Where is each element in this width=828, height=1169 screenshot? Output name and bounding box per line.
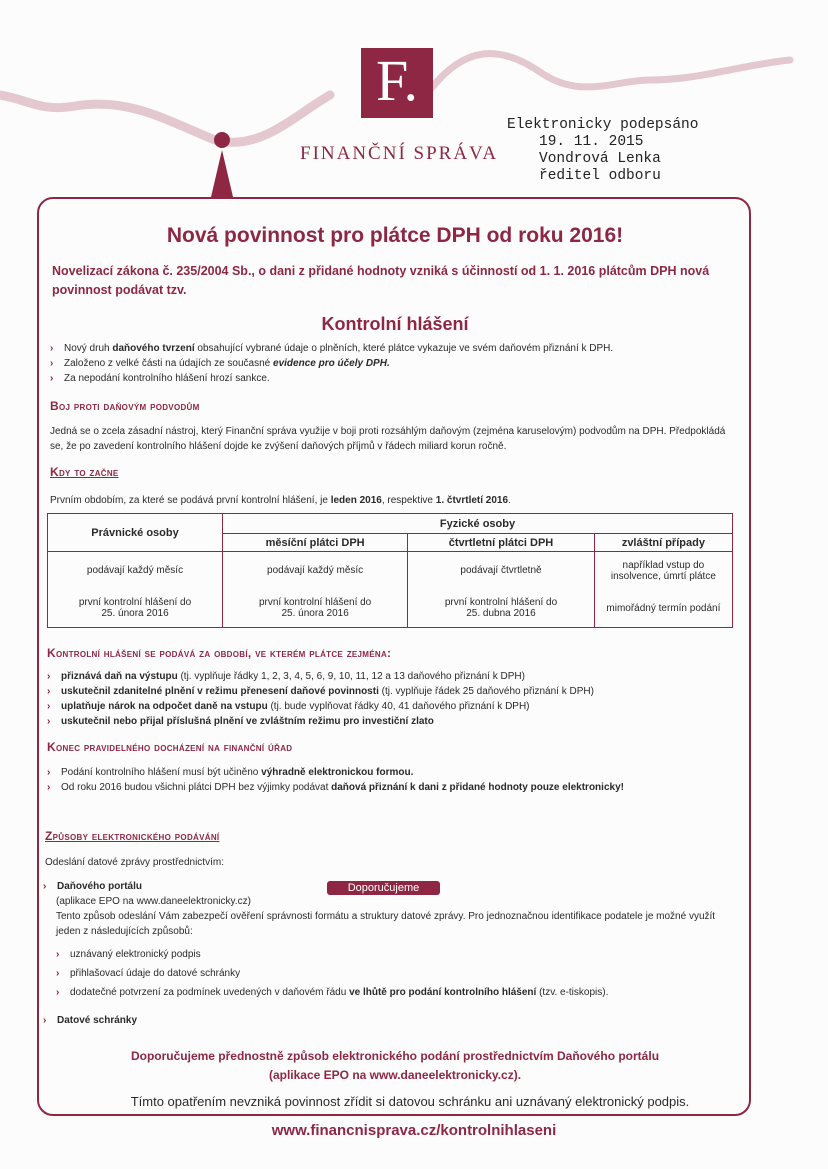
chevron-right-icon: › [47, 782, 51, 793]
sub-header: měsíční plátci DPH [223, 534, 408, 552]
list-item: › uznávaný elektronický podpis [56, 949, 201, 960]
logo-letter: F. [375, 48, 419, 113]
chevron-right-icon: › [47, 716, 51, 727]
portal-app: (aplikace EPO na www.daneelektronicky.cz) [56, 896, 251, 907]
chevron-right-icon: › [50, 373, 54, 384]
list-item: › přiznává daň na výstupu (tj. vyplňuje řádky 1, 2, 3, 4, 5, 6, 9, 10, 11, 12 a 13 daňového přiznání k DPH) [47, 671, 525, 682]
list-item: › Podání kontrolního hlášení musí být učiněno výhradně elektronickou formou. [47, 767, 414, 778]
chevron-right-icon: › [56, 949, 60, 960]
list-item: › Nový druh daňového tvrzení obsahující vybrané údaje o plněních, které plátce vykazuje ve svém daňovém přiznání k DPH. [50, 343, 614, 354]
heading-konec: Konec pravidelného docházení na finanční úřad [47, 740, 293, 754]
boj-text: Jedná se o zcela zásadní nástroj, který Finanční správa využije v boji proti rozsáhlým daňovým (zejména karuselovým) podvodům na DPH. Předpokládá se, že po zavedení kontrolního hlášení dojde ke zvýšení daňových příjmů v řádech miliard korun ročně. [50, 426, 726, 452]
table-cell: první kontrolní hlášení do 25. dubna 2016 [408, 590, 595, 628]
chevron-right-icon: › [56, 987, 60, 998]
logo-dot-marker [214, 132, 230, 148]
chevron-right-icon: › [47, 686, 51, 697]
recommended-badge: Doporučujeme [327, 881, 440, 895]
heading-zpusoby: Způsoby elektronického podávání [45, 829, 220, 843]
table-cell: například vstup do insolvence, úmrtí plátce [594, 552, 732, 590]
identification-list [56, 947, 746, 1000]
wave-right [430, 54, 790, 90]
logo-spike [211, 150, 233, 197]
heading-boj: Boj proti daňovým podvodům [50, 399, 200, 413]
list-item: › dodatečné potvrzení za podmínek uvedených v daňovém řádu ve lhůtě pro podání kontrolního hlášení (tzv. e-tiskopis). [56, 987, 609, 998]
deadline-table [47, 513, 733, 628]
signature-line: ředitel odboru [539, 168, 661, 184]
table-cell: mimořádný termín podání [594, 590, 732, 628]
list-item: › Od roku 2016 budou všichni plátci DPH bez výjimky podávat daňová přiznání k dani z přidané hodnoty pouze elektronicky! [47, 782, 624, 793]
chevron-right-icon: › [47, 671, 51, 682]
kh-bullet-list [50, 341, 750, 386]
sub-header: čtvrtletní plátci DPH [408, 534, 595, 552]
recommendation-line: Doporučujeme přednostně způsob elektronického podání prostřednictvím Daňového portálu [130, 1049, 660, 1063]
heading-kdy: Kdy to začne [50, 465, 119, 479]
chevron-right-icon: › [50, 358, 54, 369]
recommendation [50, 1047, 740, 1085]
table-cell: první kontrolní hlášení do 25. února 2016 [48, 590, 223, 628]
portal-text: Tento způsob odeslání Vám zabezpečí ověření správnosti formátu a struktury datové zprávy. Pro jednoznačnou identifikace podatele je možné využít jeden z následujících způsobů: [56, 911, 716, 937]
list-item: › uplatňuje nárok na odpočet daně na vstupu (tj. bude vyplňovat řádky 40, 41 daňového přiznání k DPH) [47, 701, 530, 712]
zpusoby-lead: Odeslání datové zprávy prostřednictvím: [45, 857, 224, 868]
list-item: › Založeno z velké části na údajích ze současné evidence pro účely DPH. [50, 358, 390, 369]
wave-left [0, 95, 330, 142]
obdobi-list [47, 669, 747, 729]
chevron-right-icon: › [47, 767, 51, 778]
chevron-right-icon: › [43, 1015, 47, 1026]
heading-obdobi: Kontrolní hlášení se podává za období, ve kterém plátce zejména: [47, 646, 392, 660]
portal-label: › Daňového portálu [43, 881, 143, 892]
chevron-right-icon: › [50, 343, 54, 354]
datove-schranky: › Datové schránky [43, 1015, 138, 1026]
col-header-legal: Právnické osoby [48, 514, 223, 552]
table-cell: podávají čtvrtletně [408, 552, 595, 590]
signature-line: Elektronicky podepsáno [507, 117, 699, 133]
page-title: Nová povinnost pro plátce DPH od roku 2016! [166, 224, 624, 247]
kdy-text: Prvním obdobím, za které se podává první kontrolní hlášení, je leden 2016, respektive 1. čtvrtletí 2016. [50, 495, 511, 506]
recommendation-line: (aplikace EPO na www.daneelektronicky.cz). [268, 1068, 522, 1082]
section-title-kontrolni-hlaseni: Kontrolní hlášení [321, 314, 469, 334]
list-item: › Za nepodání kontrolního hlášení hrozí sankce. [50, 373, 270, 384]
list-item: › uskutečnil zdanitelné plnění v režimu přenesení daňové povinnosti (tj. vyplňuje řádek 25 daňového přiznání k DPH) [47, 686, 594, 697]
table-cell: první kontrolní hlášení do 25. února 2016 [223, 590, 408, 628]
sub-header: zvláštní případy [594, 534, 732, 552]
electronic-signature [507, 117, 698, 185]
portal-description [56, 894, 736, 939]
konec-list [47, 765, 757, 795]
signature-line: Vondrová Lenka [539, 151, 661, 167]
footer-url[interactable]: www.financnisprava.cz/kontrolnihlaseni [271, 1122, 557, 1139]
col-header-natural: Fyzické osoby [223, 514, 733, 534]
signature-line: 19. 11. 2015 [539, 134, 644, 150]
table-cell: podávají každý měsíc [223, 552, 408, 590]
table-cell: podávají každý měsíc [48, 552, 223, 590]
list-item: › uskutečnil nebo přijal příslušná plnění ve zvláštním režimu pro investiční zlato [47, 716, 434, 727]
brand-name: FINANČNÍ SPRÁVA [300, 143, 499, 164]
chevron-right-icon: › [43, 881, 47, 892]
footnote: Tímto opatřením nevzniká povinnost zřídit si datovou schránku ani uznávaný elektronický podpis. [130, 1094, 690, 1109]
chevron-right-icon: › [56, 968, 60, 979]
intro-text: Novelizací zákona č. 235/2004 Sb., o dani z přidané hodnoty vzniká s účinností od 1. 1. 2016 plátcům DPH nová povinnost podávat tzv. [52, 264, 710, 297]
chevron-right-icon: › [47, 701, 51, 712]
list-item: › přihlašovací údaje do datové schránky [56, 968, 241, 979]
